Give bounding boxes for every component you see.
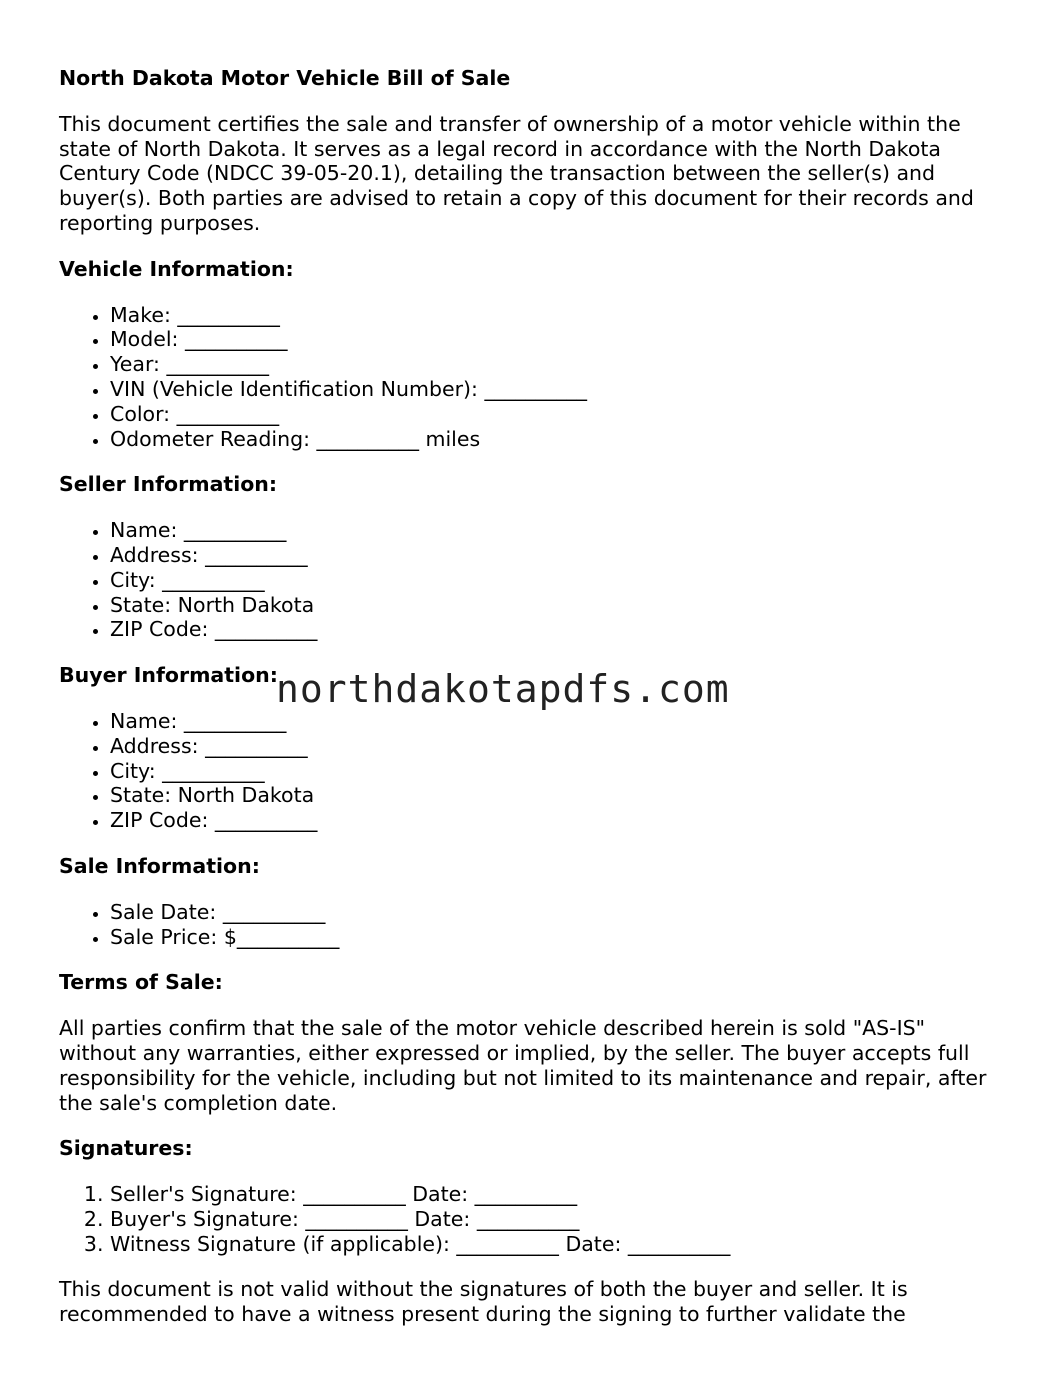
watermark: northdakotapdfs.com	[276, 667, 730, 711]
seller-list	[59, 518, 1004, 642]
sale-date: • Sale Date: __________	[110, 900, 1004, 925]
seller-zip: • ZIP Code: __________	[110, 617, 1004, 642]
buyer-name: • Name: __________	[110, 709, 1004, 734]
vehicle-model: • Model: __________	[110, 327, 1004, 352]
signatures-heading: Signatures:	[59, 1136, 193, 1161]
closing-paragraph: This document is not valid without the signatures of both the buyer and seller. It is recommended to have a witness present during the signing to further validate the	[59, 1277, 908, 1327]
vehicle-odometer: • Odometer Reading: __________ miles	[110, 427, 1004, 452]
buyer-heading: Buyer Information:	[59, 663, 278, 688]
vehicle-heading: Vehicle Information:	[59, 256, 294, 281]
intro-paragraph: This document certifies the sale and transfer of ownership of a motor vehicle within the state of North Dakota. It serves as a legal record in accordance with the North Dakota Century Code (NDCC 39-05-20.1), detailing the transaction between the seller(s) and buyer(s). Both parties are advised to retain a copy of this document for their records and reporting purposes.	[59, 111, 974, 235]
seller-city: • City: __________	[110, 568, 1004, 593]
buyer-zip: • ZIP Code: __________	[110, 808, 1004, 833]
sale-list	[59, 900, 1004, 950]
seller-state: • State: North Dakota	[110, 593, 1004, 618]
seller-name: • Name: __________	[110, 518, 1004, 543]
signatures-list	[59, 1182, 1004, 1256]
vehicle-year: • Year: __________	[110, 352, 1004, 377]
buyer-state: • State: North Dakota	[110, 783, 1004, 808]
vehicle-list	[59, 303, 1004, 452]
vehicle-color: • Color: __________	[110, 402, 1004, 427]
terms-heading: Terms of Sale:	[59, 970, 223, 995]
buyer-city: • City: __________	[110, 759, 1004, 784]
buyer-address: • Address: __________	[110, 734, 1004, 759]
vehicle-make: • Make: __________	[110, 303, 1004, 328]
buyer-list	[59, 709, 1004, 833]
sale-price: • Sale Price: $__________	[110, 925, 1004, 950]
document-title: North Dakota Motor Vehicle Bill of Sale	[59, 66, 511, 90]
witness-signature: 3. Witness Signature (if applicable): __________ Date: __________	[110, 1232, 1004, 1257]
sale-heading: Sale Information:	[59, 853, 260, 878]
terms-paragraph: All parties confirm that the sale of the motor vehicle described herein is sold "AS-IS" without any warranties, either expressed or implied, by the seller. The buyer accepts full responsibility for the vehicle, including but not limited to its maintenance and repair, after the sale's completion date.	[59, 1016, 987, 1115]
seller-address: • Address: __________	[110, 543, 1004, 568]
seller-heading: Seller Information:	[59, 472, 278, 497]
vehicle-vin: • VIN (Vehicle Identification Number): __________	[110, 377, 1004, 402]
buyer-signature: 2. Buyer's Signature: __________ Date: __________	[110, 1207, 1004, 1232]
seller-signature: 1. Seller's Signature: __________ Date: __________	[110, 1182, 1004, 1207]
